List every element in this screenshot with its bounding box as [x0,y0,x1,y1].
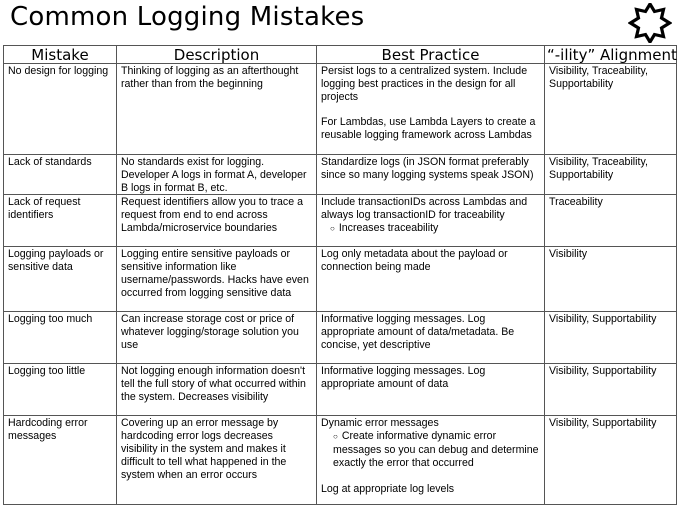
table-row [4,247,677,312]
description-cell: Covering up an error message by hardcoding error logs decreases visibility in the system and makes it difficult to tell what happened in the system when an error occurs [117,416,317,505]
alignment-cell: Visibility, Supportability [545,416,677,505]
best-practice-cell [317,312,545,364]
alignment-cell: Traceability [545,195,677,247]
hollow-bullet-icon: ○ [330,223,335,233]
mistake-cell: Logging too little [4,364,117,416]
description-cell: Thinking of logging as an afterthought rather than from the beginning [117,64,317,155]
table-row [4,416,677,505]
practice-text: Informative logging messages. Log appropriate amount of data/metadata. Be concise, yet descriptive [321,313,515,351]
best-practice-cell [317,416,545,505]
practice-sub-item [321,430,540,469]
best-practice-cell [317,247,545,312]
table-row [4,195,677,247]
header-description: Description [117,46,317,64]
table-row [4,155,677,195]
mistake-cell: Lack of standards [4,155,117,195]
alignment-cell: Visibility, Traceability, Supportability [545,64,677,155]
hollow-bullet-icon: ○ [333,432,338,442]
alignment-cell: Visibility, Traceability, Supportability [545,155,677,195]
practice-text: Informative logging messages. Log appropriate amount of data [321,365,486,391]
description-cell: No standards exist for logging. Developer A logs in format A, developer B logs in format B, etc. [117,155,317,195]
practice-sub-text: Increases traceability [338,221,439,234]
description-cell: Logging entire sensitive payloads or sensitive information like username/passwords. Hacks have even occurred from logging sensitive data [117,247,317,312]
practice-text: Log only metadata about the payload or connection being made [321,248,508,274]
practice-text: Log at appropriate log levels [321,482,455,495]
practice-sub-text: Create informative dynamic error messages so you can debug and determine exactly the error that occurred [333,430,539,469]
description-cell: Not logging enough information doesn't tell the full story of what occurred within the system. Decreases visibility [117,364,317,416]
alignment-cell: Visibility, Supportability [545,364,677,416]
slide-title: Common Logging Mistakes [10,2,365,32]
mistake-cell: Logging payloads or sensitive data [4,247,117,312]
table-row [4,64,677,155]
mistake-cell: Lack of request identifiers [4,195,117,247]
alignment-cell: Visibility, Supportability [545,312,677,364]
mistake-cell: Logging too much [4,312,117,364]
practice-text: Persist logs to a centralized system. Include logging best practices in the design for all projects [321,65,528,103]
description-cell: Request identifiers allow you to trace a request from end to end across Lambda/microservice boundaries [117,195,317,247]
table-row [4,364,677,416]
best-practice-cell [317,195,545,247]
best-practice-cell [317,64,545,155]
best-practice-cell [317,364,545,416]
practice-text: Include transactionIDs across Lambdas and always log transactionID for traceability [321,196,528,222]
logging-mistakes-table [3,45,677,505]
best-practice-cell [317,155,545,195]
header-mistake: Mistake [4,46,117,64]
practice-sub-item [321,222,540,236]
practice-text: For Lambdas, use Lambda Layers to create a reusable logging framework across Lambdas [321,116,536,142]
table-row [4,312,677,364]
header-best-practice: Best Practice [317,46,545,64]
alignment-cell: Visibility [545,247,677,312]
gear-star-icon [628,3,672,43]
header-ility-alignment: “-ility” Alignment [545,46,677,64]
practice-text: Dynamic error messages [321,417,439,430]
table-header-row [4,46,677,64]
mistake-cell: No design for logging [4,64,117,155]
practice-text: Standardize logs (in JSON format preferably since so many logging systems speak JSON) [321,156,534,181]
description-cell: Can increase storage cost or price of whatever logging/storage solution you use [117,312,317,364]
mistake-cell: Hardcoding error messages [4,416,117,505]
